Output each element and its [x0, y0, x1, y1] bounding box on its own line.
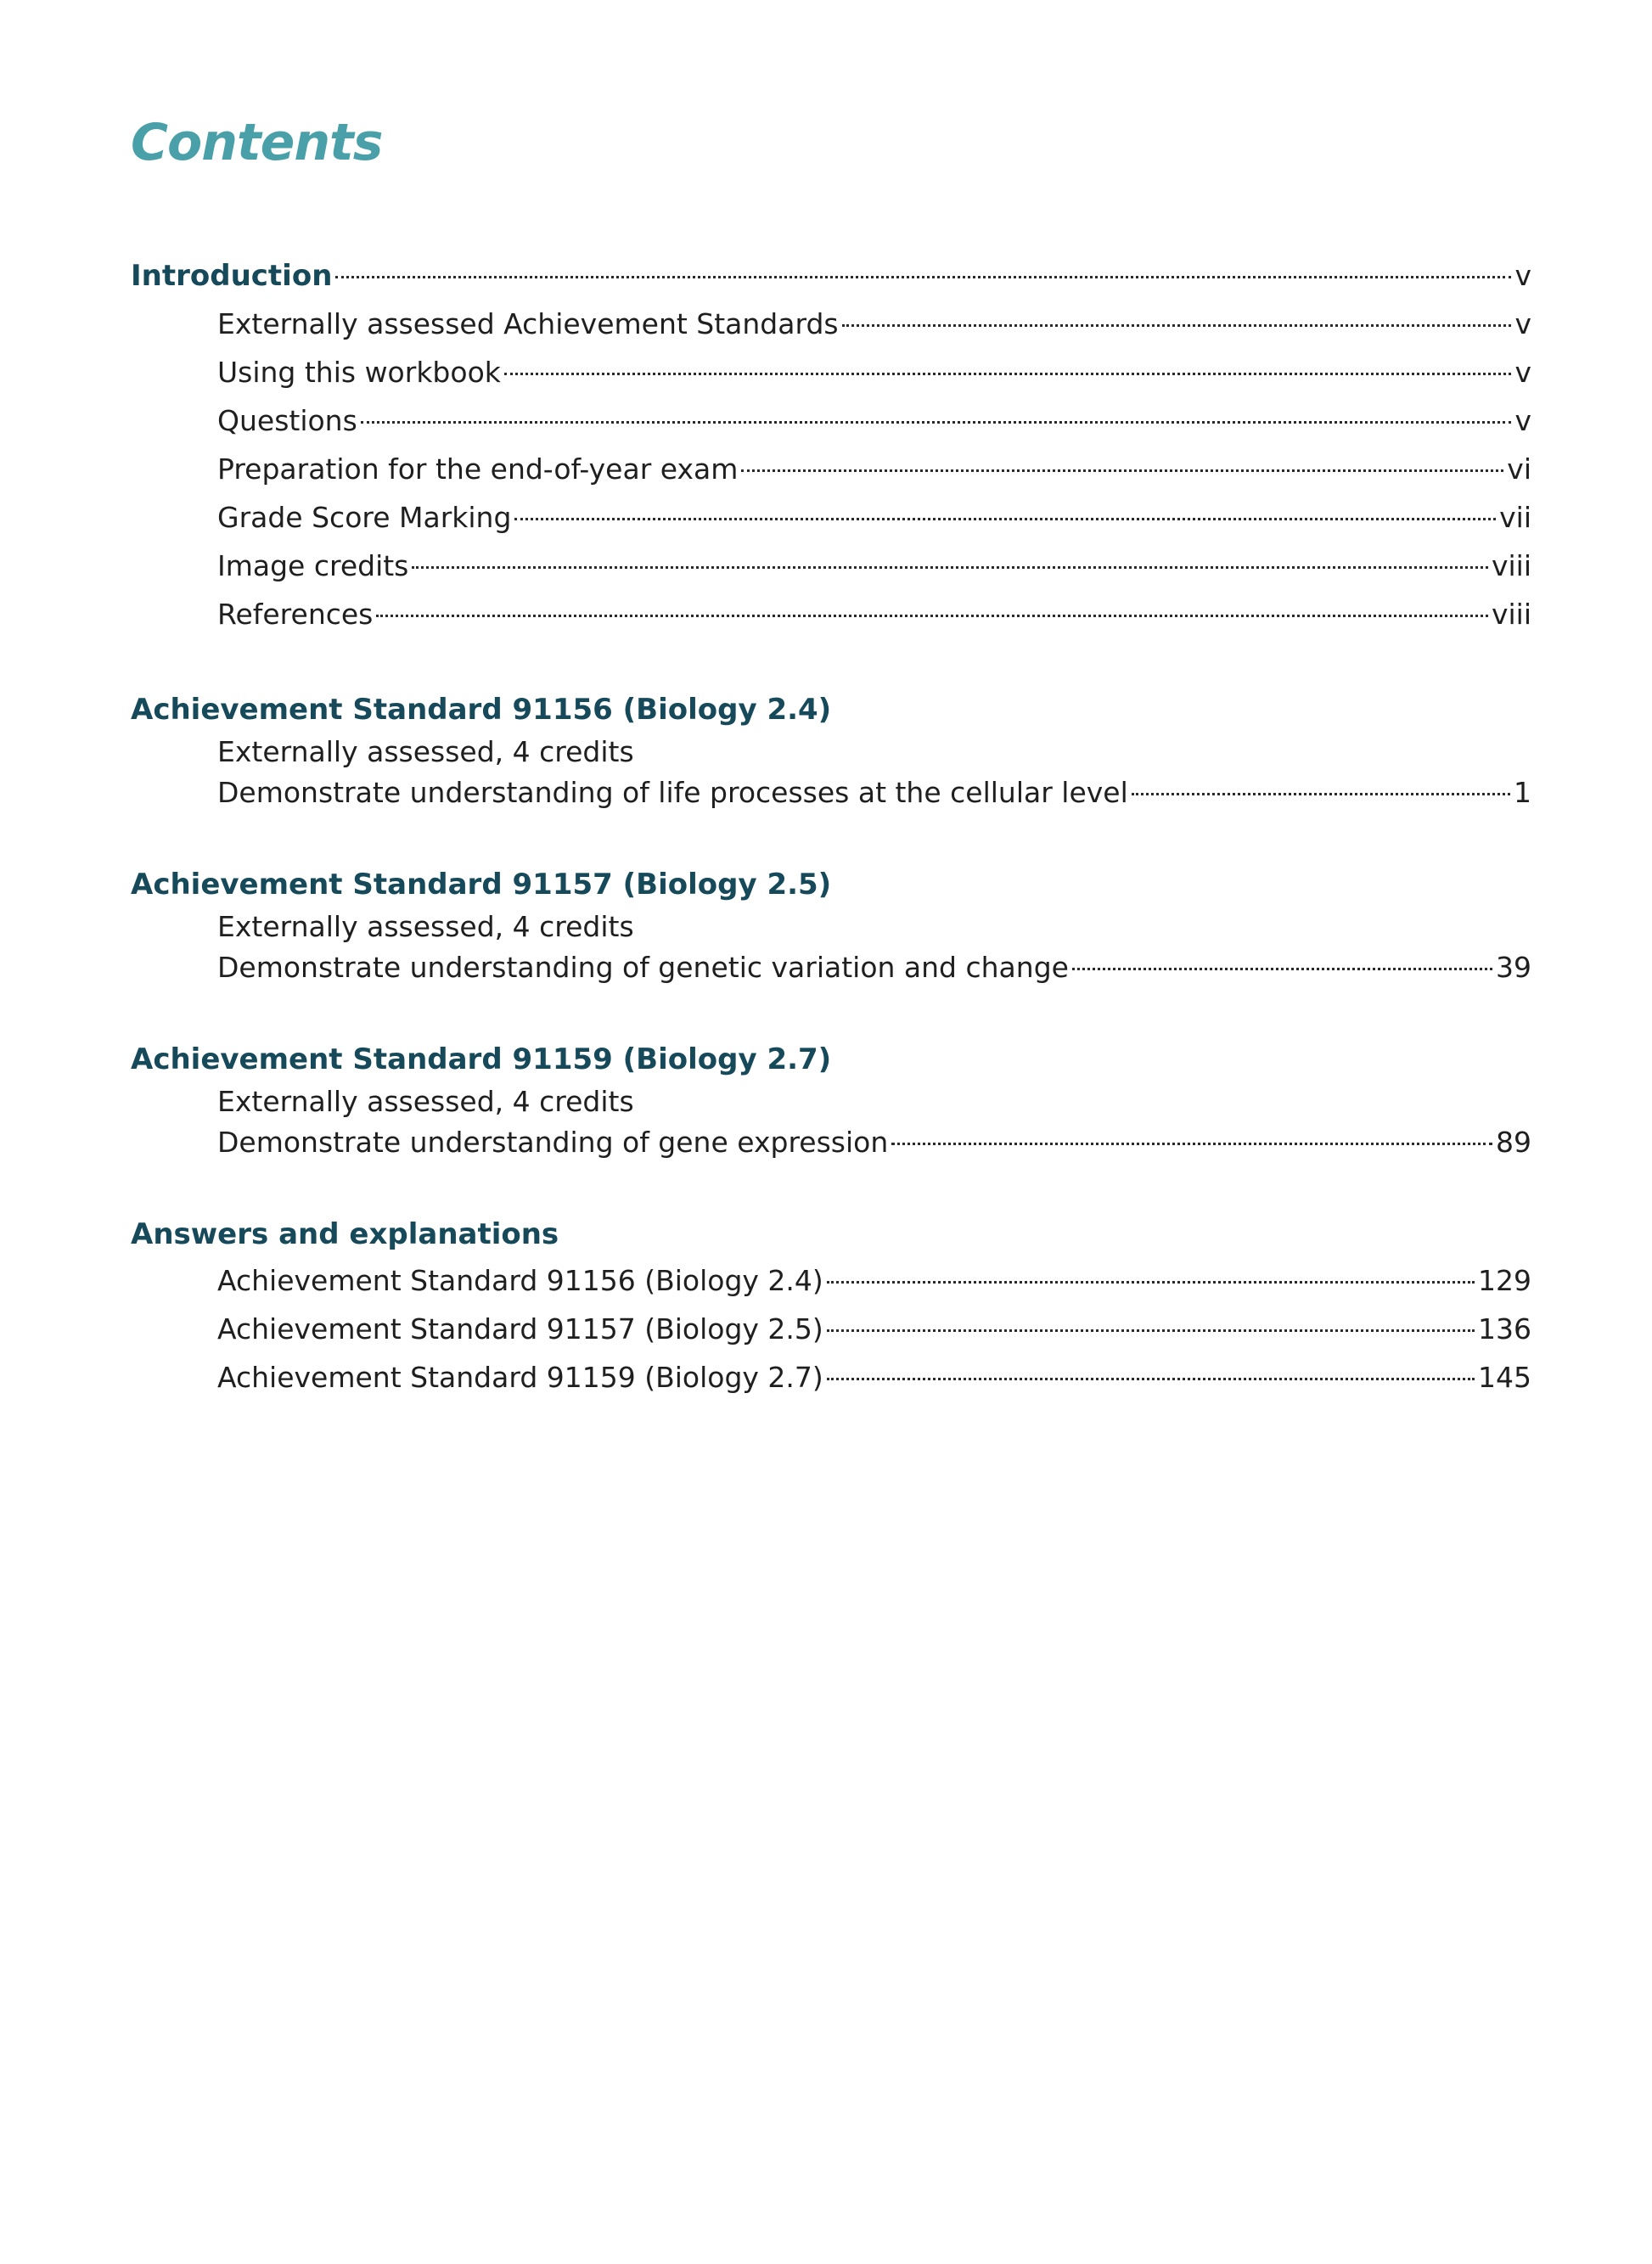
- toc-page-number: viii: [1491, 598, 1531, 631]
- dot-leader: [827, 1281, 1475, 1284]
- toc-entry[interactable]: [131, 1122, 1531, 1163]
- toc-section-introduction: [131, 251, 1531, 638]
- dot-leader: [361, 421, 1512, 424]
- toc-entry-label: Preparation for the end-of-year exam: [217, 452, 739, 486]
- dot-leader: [514, 518, 1496, 520]
- toc-entry-introduction[interactable]: [131, 251, 1531, 300]
- toc-entry-label: References: [217, 598, 374, 631]
- toc-page-number: 145: [1478, 1361, 1531, 1394]
- toc-entry[interactable]: [131, 348, 1531, 396]
- dot-leader: [827, 1329, 1475, 1332]
- toc-page-number: v: [1514, 356, 1531, 389]
- toc-heading: Achievement Standard 91159 (Biology 2.7): [131, 1042, 832, 1076]
- dot-leader: [1072, 968, 1492, 970]
- dot-leader: [741, 469, 1503, 472]
- toc-entry-label: Achievement Standard 91157 (Biology 2.5): [217, 1312, 823, 1345]
- table-of-contents: [131, 251, 1531, 1451]
- dot-leader: [891, 1143, 1492, 1145]
- dot-leader: [412, 566, 1488, 569]
- toc-section-standard-91159: [131, 1037, 1531, 1163]
- toc-assessment-note: [131, 1081, 1531, 1122]
- toc-entry[interactable]: [131, 300, 1531, 348]
- toc-heading: Introduction: [131, 259, 333, 293]
- toc-page-number: 129: [1478, 1264, 1531, 1297]
- toc-entry-label: Using this workbook: [217, 356, 501, 389]
- toc-entry-label: Image credits: [217, 549, 409, 582]
- page-title: Contents: [131, 113, 383, 172]
- toc-entry[interactable]: [131, 1353, 1531, 1402]
- toc-page-number: 1: [1514, 776, 1531, 809]
- toc-heading: Achievement Standard 91156 (Biology 2.4): [131, 693, 832, 727]
- toc-entry-label: Questions: [217, 404, 357, 437]
- toc-entry[interactable]: [131, 396, 1531, 445]
- toc-entry[interactable]: [131, 1256, 1531, 1305]
- dot-leader: [827, 1378, 1475, 1380]
- toc-entry-label: Grade Score Marking: [217, 501, 512, 534]
- toc-assessment-note: [131, 907, 1531, 947]
- toc-entry-label: Achievement Standard 91159 (Biology 2.7): [217, 1361, 823, 1394]
- toc-entry[interactable]: [131, 772, 1531, 813]
- toc-assessment-label: Externally assessed, 4 credits: [217, 1085, 634, 1118]
- dot-leader: [504, 373, 1512, 375]
- toc-page-number: vi: [1507, 452, 1531, 486]
- toc-page-number: v: [1514, 259, 1531, 292]
- toc-assessment-note: [131, 732, 1531, 772]
- toc-entry[interactable]: [131, 493, 1531, 542]
- toc-entry-label: Demonstrate understanding of gene expression: [217, 1126, 889, 1159]
- toc-page-number: 136: [1478, 1312, 1531, 1345]
- toc-assessment-label: Externally assessed, 4 credits: [217, 910, 634, 943]
- toc-entry-label: Demonstrate understanding of life processes at the cellular level: [217, 776, 1128, 809]
- toc-entry[interactable]: [131, 947, 1531, 988]
- toc-entry-label: Achievement Standard 91156 (Biology 2.4): [217, 1264, 823, 1297]
- toc-page-number: vii: [1499, 501, 1531, 534]
- dot-leader: [335, 276, 1511, 278]
- toc-entry[interactable]: [131, 1305, 1531, 1353]
- toc-entry-label: Demonstrate understanding of genetic variation and change: [217, 951, 1069, 984]
- dot-leader: [376, 615, 1488, 617]
- toc-page-number: v: [1514, 404, 1531, 437]
- dot-leader: [1132, 793, 1510, 795]
- toc-page-number: viii: [1491, 549, 1531, 582]
- toc-assessment-label: Externally assessed, 4 credits: [217, 735, 634, 768]
- toc-section-standard-91156: [131, 688, 1531, 813]
- toc-section-answers: [131, 1212, 1531, 1402]
- toc-heading: Achievement Standard 91157 (Biology 2.5): [131, 868, 832, 902]
- toc-page-number: 89: [1496, 1126, 1531, 1159]
- toc-entry-label: Externally assessed Achievement Standards: [217, 307, 839, 340]
- toc-section-standard-91157: [131, 862, 1531, 988]
- toc-page-number: v: [1514, 307, 1531, 340]
- toc-entry[interactable]: [131, 542, 1531, 590]
- dot-leader: [842, 324, 1512, 327]
- toc-page-number: 39: [1496, 951, 1531, 984]
- toc-entry[interactable]: [131, 445, 1531, 493]
- toc-entry[interactable]: [131, 590, 1531, 638]
- toc-heading: Answers and explanations: [131, 1217, 559, 1251]
